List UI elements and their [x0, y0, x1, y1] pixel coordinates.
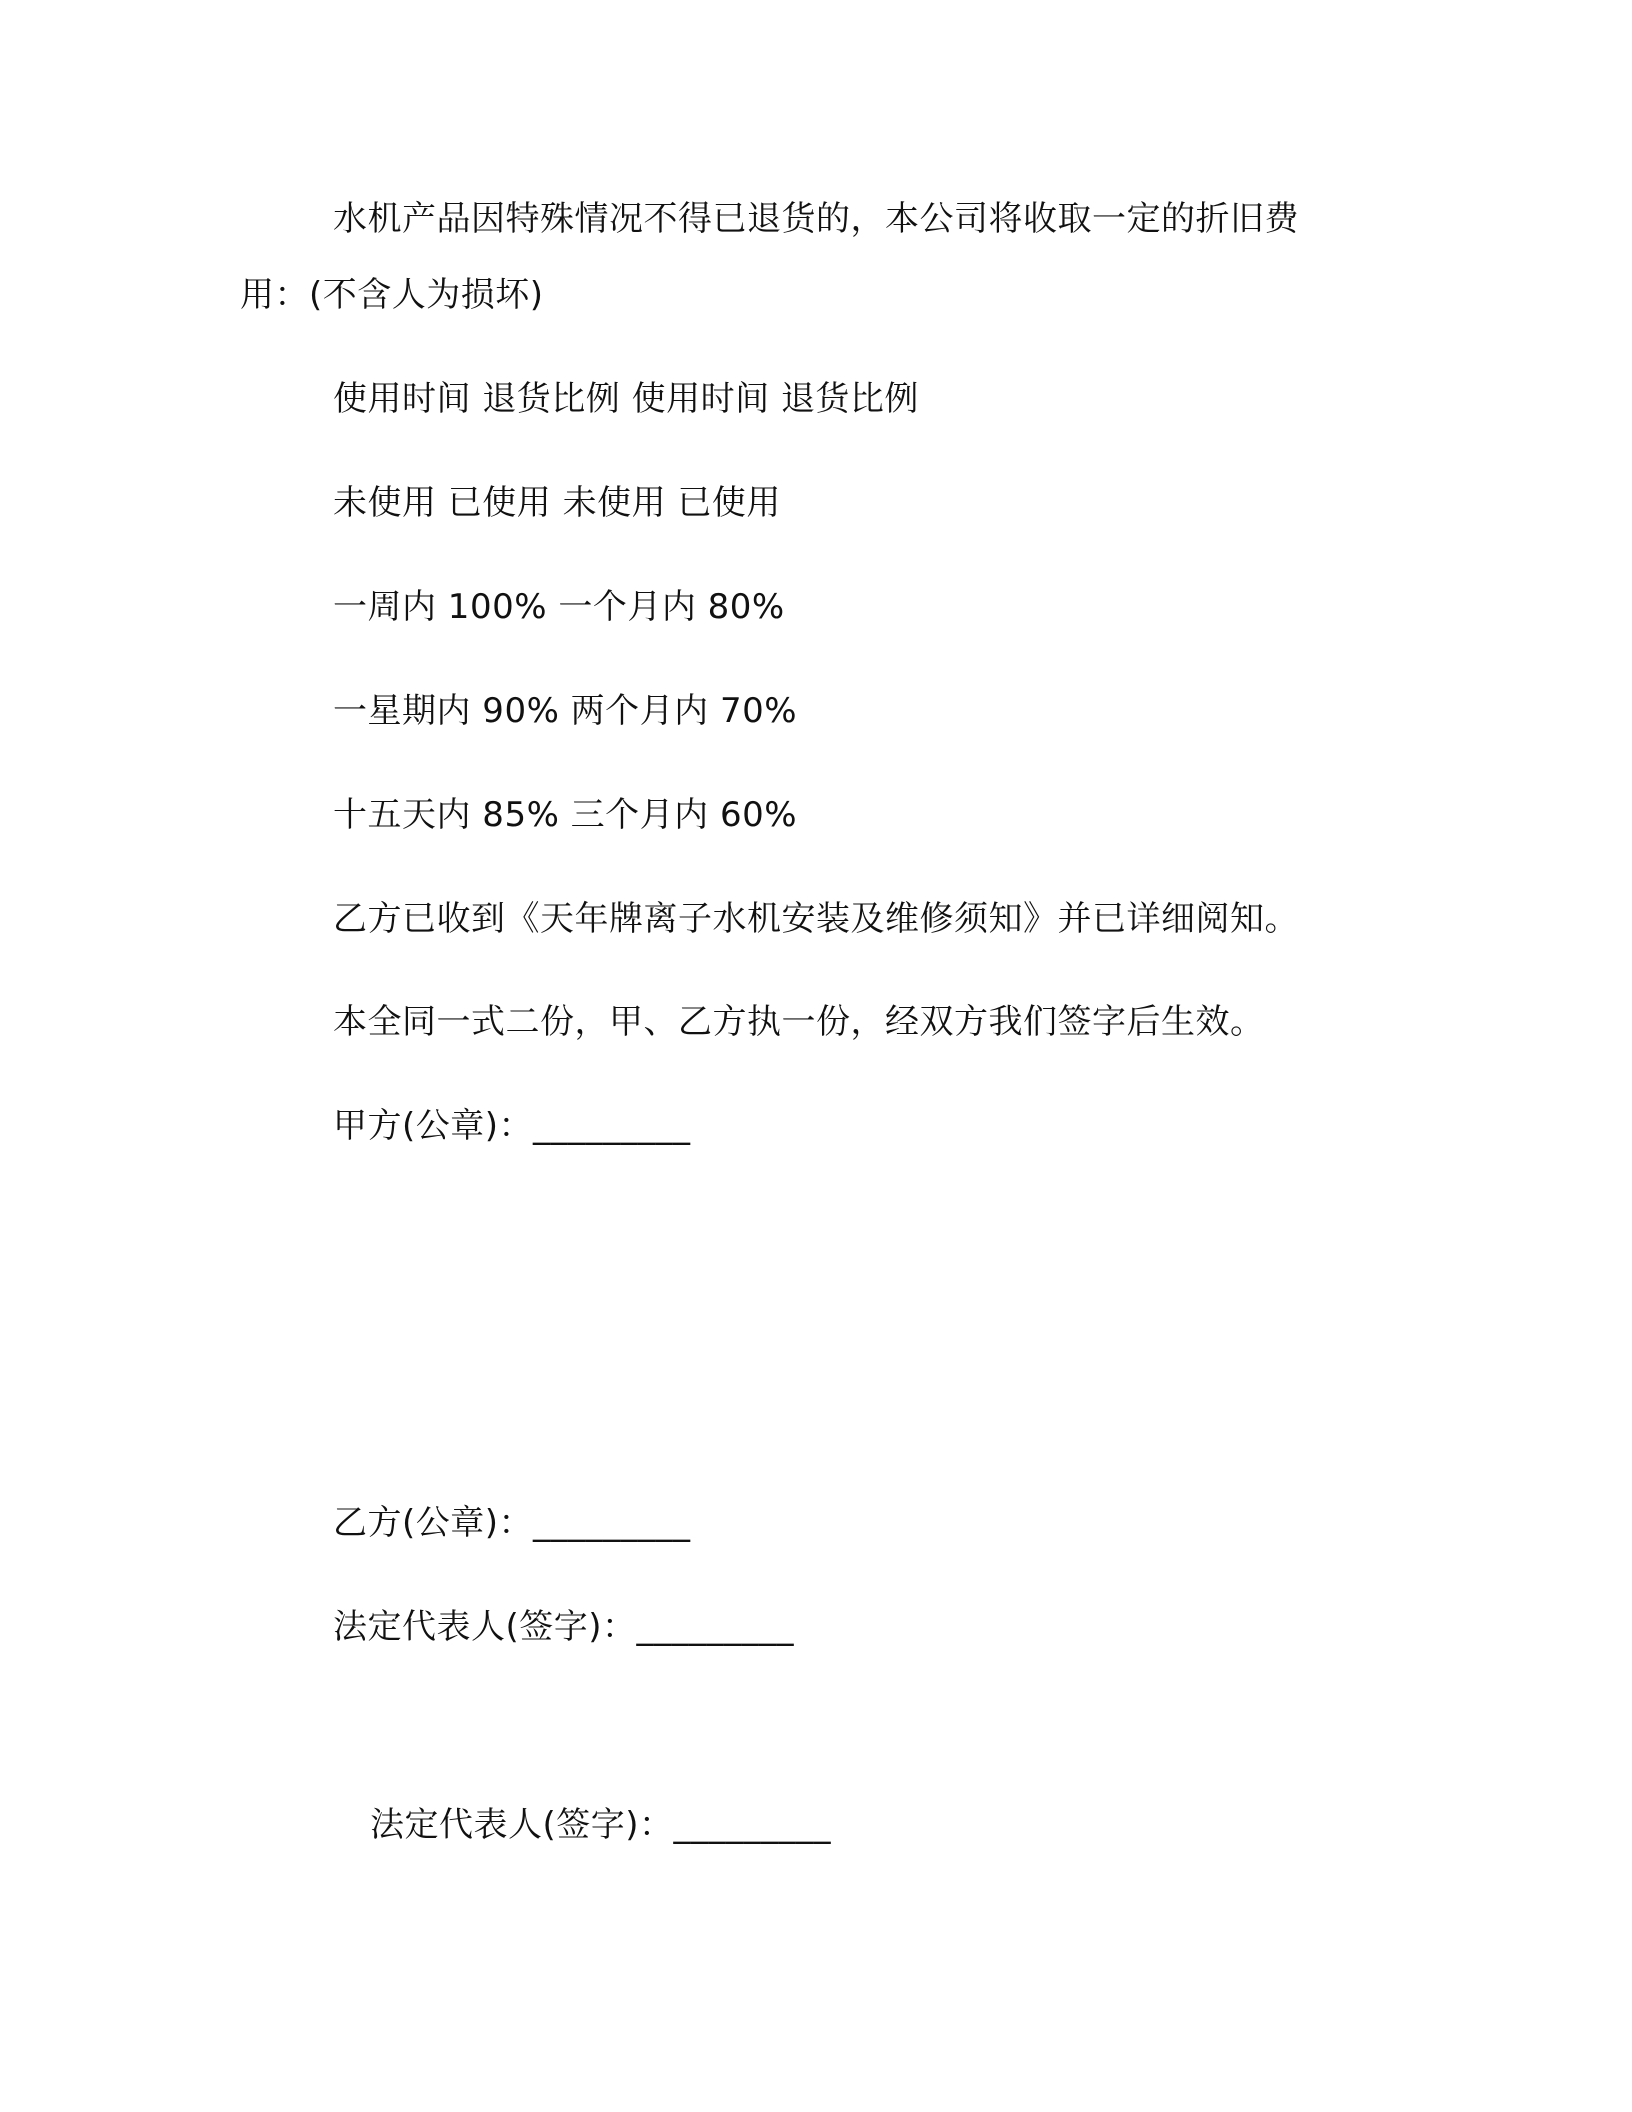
refund-table-row: 一周内 100% 一个月内 80% [333, 587, 785, 627]
paragraph-refund-intro-continued: 用：(不含人为损坏) [240, 275, 544, 315]
refund-table-row: 十五天内 85% 三个月内 60% [333, 795, 798, 835]
refund-table-row: 一星期内 90% 两个月内 70% [333, 691, 798, 731]
signature-legal-representative: 法定代表人(签字)：_________ [333, 1607, 795, 1647]
signature-party-a: 甲方(公章)：_________ [333, 1106, 691, 1146]
signature-legal-representative-second: 法定代表人(签字)：_________ [370, 1805, 832, 1845]
paragraph-refund-intro: 水机产品因特殊情况不得已退货的，本公司将收取一定的折旧费 [333, 199, 1299, 239]
refund-table-header: 使用时间 退货比例 使用时间 退货比例 [333, 379, 919, 419]
refund-table-subheader: 未使用 已使用 未使用 已使用 [333, 483, 781, 523]
paragraph-receipt-acknowledgement: 乙方已收到《天年牌离子水机安装及维修须知》并已详细阅知。 [333, 899, 1299, 939]
paragraph-copies-effect: 本全同一式二份，甲、乙方执一份，经双方我们签字后生效。 [333, 1002, 1265, 1042]
signature-party-b: 乙方(公章)：_________ [333, 1503, 691, 1543]
